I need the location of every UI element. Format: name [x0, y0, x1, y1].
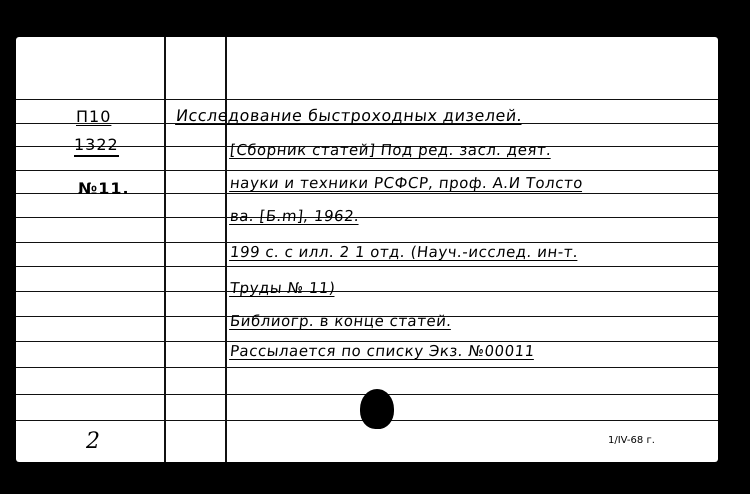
ruled-line	[16, 99, 718, 100]
ruled-line	[16, 367, 718, 368]
ruled-line	[16, 266, 718, 267]
ruled-line	[16, 291, 718, 292]
entry-title: Исследование быстроходных дизелей.	[175, 106, 524, 125]
entry-line: ва. [Б.m], 1962.	[229, 207, 361, 225]
entry-line: науки и техники РСФСР, проф. А.И Толсто	[229, 174, 584, 192]
entry-line: [Сборник статей] Под ред. засл. деят.	[229, 141, 553, 159]
volume-number: №11.	[78, 179, 130, 198]
punch-hole	[360, 389, 394, 429]
page-number: 2	[86, 429, 100, 454]
margin-line	[225, 37, 227, 462]
call-number-class: П10	[76, 107, 112, 126]
entry-line: Рассылается по списку Экз. №00011	[229, 342, 536, 360]
date-stamp: 1/IV-68 г.	[608, 435, 655, 446]
call-number-code: 1322	[74, 135, 119, 157]
entry-line: 199 с. с илл. 2 1 отд. (Науч.-исслед. ин-т.	[229, 243, 580, 261]
entry-line: Библиогр. в конце статей.	[229, 312, 453, 330]
margin-line	[164, 37, 166, 462]
ruled-line	[16, 217, 718, 218]
entry-line: Труды № 11)	[229, 279, 337, 297]
library-card	[16, 37, 718, 462]
ruled-line	[16, 170, 718, 171]
